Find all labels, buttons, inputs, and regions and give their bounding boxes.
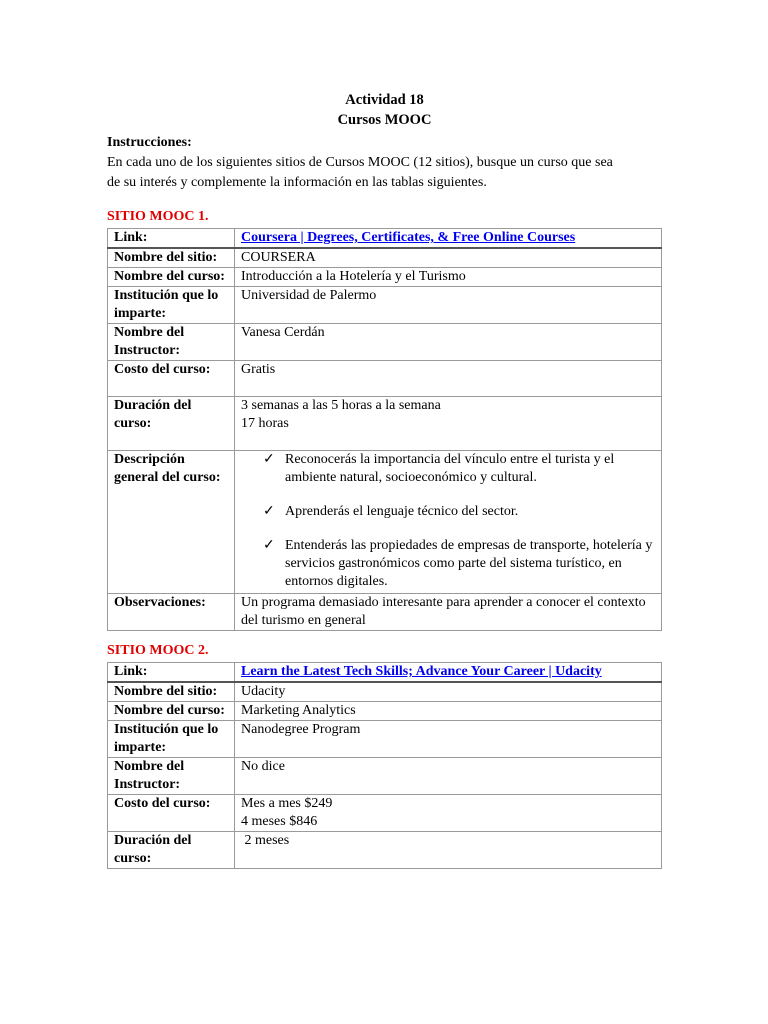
instructions-text	[107, 153, 667, 193]
site2-table	[107, 662, 662, 869]
site2-instructor-label: Nombre del Instructor:	[108, 758, 235, 795]
site2-cost-line-1: Mes a mes $249	[241, 796, 333, 811]
site2-site-name-label: Nombre del sitio:	[108, 682, 235, 702]
site2-course-name-label: Nombre del curso:	[108, 702, 235, 721]
site2-course-name: Marketing Analytics	[235, 702, 662, 721]
site1-institution-label: Institución que lo imparte:	[108, 287, 235, 324]
table-row	[108, 795, 662, 832]
table-row	[108, 397, 662, 451]
instructions-line-1: En cada uno de los siguientes sitios de Cursos MOOC (12 sitios), busque un curso que sea	[107, 155, 613, 170]
title-line-1: Actividad 18	[345, 92, 424, 108]
site1-instructor: Vanesa Cerdán	[235, 324, 662, 361]
site1-description-label: Descripción general del curso:	[108, 451, 235, 594]
site2-duration: 2 meses	[235, 832, 662, 869]
instructions-line-2: de su interés y complemente la información en las tablas siguientes.	[107, 175, 487, 190]
site1-duration	[235, 397, 662, 451]
description-item-text: Entenderás las propiedades de empresas de transporte, hotelería y servicios gastronómicos como parte del sistema turístico, en entornos digitales.	[285, 538, 653, 589]
title-line-2: Cursos MOOC	[337, 112, 432, 128]
site1-description-list	[241, 451, 655, 591]
site1-table	[107, 228, 662, 631]
site1-duration-line-1: 3 semanas a las 5 horas a la semana	[241, 398, 441, 413]
site2-instructor: No dice	[235, 758, 662, 795]
site1-link-cell	[235, 229, 662, 249]
site2-link[interactable]: Learn the Latest Tech Skills; Advance Your Career | Udacity	[241, 664, 602, 679]
site2-cost	[235, 795, 662, 832]
table-row	[108, 721, 662, 758]
table-row	[108, 268, 662, 287]
checkmark-icon: ✓	[263, 452, 275, 467]
table-row	[108, 758, 662, 795]
table-row	[108, 832, 662, 869]
site1-observations-label: Observaciones:	[108, 594, 235, 631]
list-item	[263, 451, 655, 487]
site2-duration-label: Duración del curso:	[108, 832, 235, 869]
site2-cost-line-2: 4 meses $846	[241, 814, 318, 829]
site1-observations: Un programa demasiado interesante para aprender a conocer el contexto del turismo en general	[235, 594, 662, 631]
table-row	[108, 248, 662, 268]
checkmark-icon: ✓	[263, 538, 275, 553]
site1-institution: Universidad de Palermo	[235, 287, 662, 324]
site2-institution: Nanodegree Program	[235, 721, 662, 758]
site1-course-name-label: Nombre del curso:	[108, 268, 235, 287]
description-item-text: Aprenderás el lenguaje técnico del sector.	[285, 504, 519, 519]
document-title	[107, 90, 662, 130]
site2-link-label: Link:	[108, 663, 235, 683]
site2-heading: SITIO MOOC 2.	[107, 643, 209, 658]
site1-site-name-label: Nombre del sitio:	[108, 248, 235, 268]
checkmark-icon: ✓	[263, 504, 275, 519]
description-item-text: Reconocerás la importancia del vínculo entre el turista y el ambiente natural, socioeconómico y cultural.	[285, 452, 615, 485]
table-row	[108, 451, 662, 594]
table-row	[108, 663, 662, 683]
site1-cost: Gratis	[235, 361, 662, 397]
list-item	[263, 537, 655, 591]
table-row	[108, 324, 662, 361]
site1-link[interactable]: Coursera | Degrees, Certificates, & Free Online Courses	[241, 230, 576, 245]
site1-duration-line-2: 17 horas	[241, 416, 289, 431]
site1-description	[235, 451, 662, 594]
table-row	[108, 361, 662, 397]
site1-duration-label: Duración del curso:	[108, 397, 235, 451]
site1-link-label: Link:	[108, 229, 235, 249]
site1-heading: SITIO MOOC 1.	[107, 209, 209, 224]
site1-site-name: COURSERA	[235, 248, 662, 268]
site1-instructor-label: Nombre del Instructor:	[108, 324, 235, 361]
table-row	[108, 594, 662, 631]
list-item	[263, 503, 655, 521]
site1-cost-label: Costo del curso:	[108, 361, 235, 397]
site2-institution-label: Institución que lo imparte:	[108, 721, 235, 758]
site2-link-cell	[235, 663, 662, 683]
site1-course-name: Introducción a la Hotelería y el Turismo	[235, 268, 662, 287]
table-row	[108, 702, 662, 721]
site2-site-name: Udacity	[235, 682, 662, 702]
site2-cost-label: Costo del curso:	[108, 795, 235, 832]
document-page	[107, 90, 662, 869]
table-row	[108, 229, 662, 249]
table-row	[108, 682, 662, 702]
table-row	[108, 287, 662, 324]
instructions-heading: Instrucciones:	[107, 135, 192, 150]
